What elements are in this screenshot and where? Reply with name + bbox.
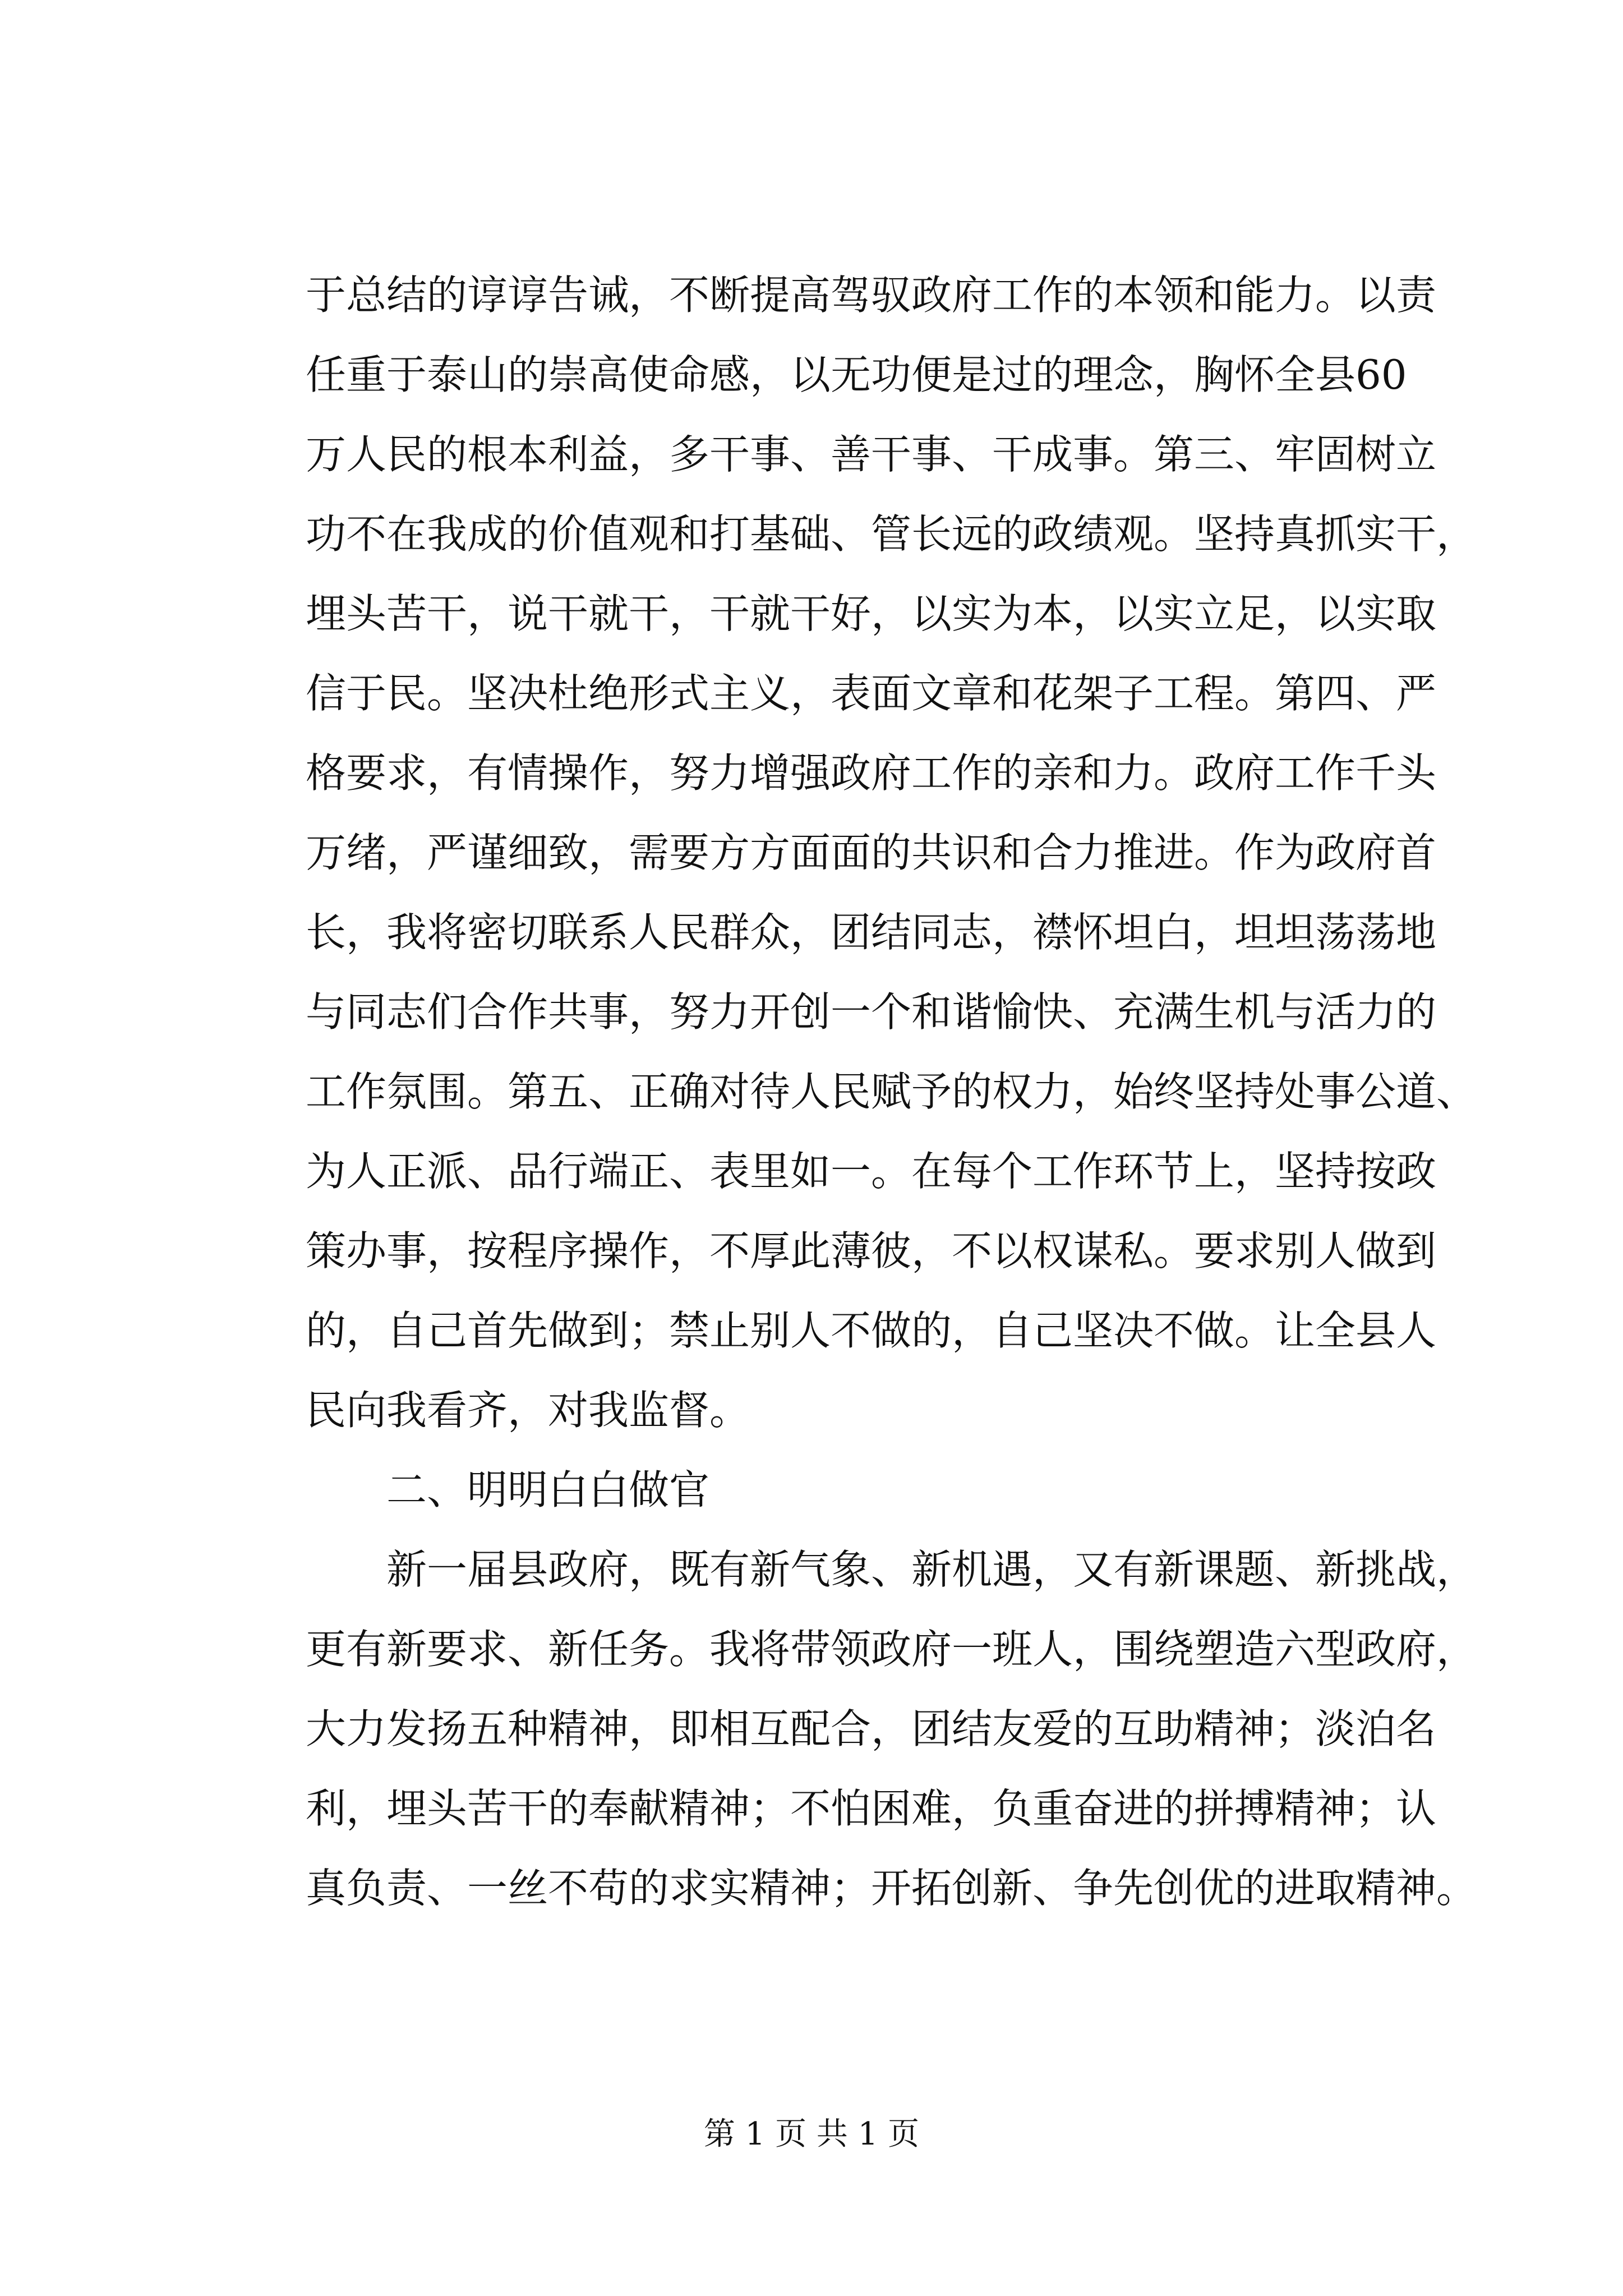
text-line: 更有新要求、新任务。我将带领政府一班人，围绕塑造六型政府，	[306, 1626, 1477, 1673]
text-line: 大力发扬五种精神，即相互配合，团结友爱的互助精神；淡泊名	[306, 1705, 1437, 1752]
text-line: 埋头苦干，说干就干，干就干好，以实为本，以实立足，以实取	[306, 590, 1437, 637]
text-line: 利，埋头苦干的奉献精神；不怕困难，负重奋进的拼搏精神；认	[306, 1785, 1437, 1832]
text-line: 的，自己首先做到；禁止别人不做的，自己坚决不做。让全县人	[306, 1307, 1437, 1354]
text-line: 功不在我成的价值观和打基础、管长远的政绩观。坚持真抓实干，	[306, 510, 1477, 558]
section-heading: 二、明明白白做官	[386, 1466, 710, 1513]
text-line: 格要求，有情操作，努力增强政府工作的亲和力。政府工作千头	[306, 749, 1437, 797]
text-line: 工作氛围。第五、正确对待人民赋予的权力，始终坚持处事公道、	[306, 1068, 1477, 1115]
text-line: 新一届县政府，既有新气象、新机遇，又有新课题、新挑战，	[386, 1546, 1477, 1593]
text-line: 任重于泰山的崇高使命感，以无功便是过的理念，胸怀全县60	[306, 351, 1407, 398]
text-line: 万绪，严谨细致，需要方方面面的共识和合力推进。作为政府首	[306, 829, 1437, 876]
text-line: 万人民的根本利益，多干事、善干事、干成事。第三、牢固树立	[306, 431, 1437, 478]
text-line: 信于民。坚决杜绝形式主义，表面文章和花架子工程。第四、严	[306, 670, 1437, 717]
page-footer: 第 1 页 共 1 页	[703, 2116, 920, 2152]
text-line: 策办事，按程序操作，不厚此薄彼，不以权谋私。要求别人做到	[306, 1227, 1437, 1274]
text-line: 民向我看齐，对我监督。	[306, 1387, 750, 1434]
text-line: 为人正派、品行端正、表里如一。在每个工作环节上，坚持按政	[306, 1148, 1437, 1195]
text-line: 长，我将密切联系人民群众，团结同志，襟怀坦白，坦坦荡荡地	[306, 909, 1437, 956]
document-body	[306, 255, 1477, 1928]
text-line: 与同志们合作共事，努力开创一个和谐愉快、充满生机与活力的	[306, 988, 1437, 1036]
text-line: 于总结的谆谆告诫，不断提高驾驭政府工作的本领和能力。以责	[306, 272, 1437, 319]
text-line: 真负责、一丝不苟的求实精神；开拓创新、争先创优的进取精神。	[306, 1865, 1477, 1912]
